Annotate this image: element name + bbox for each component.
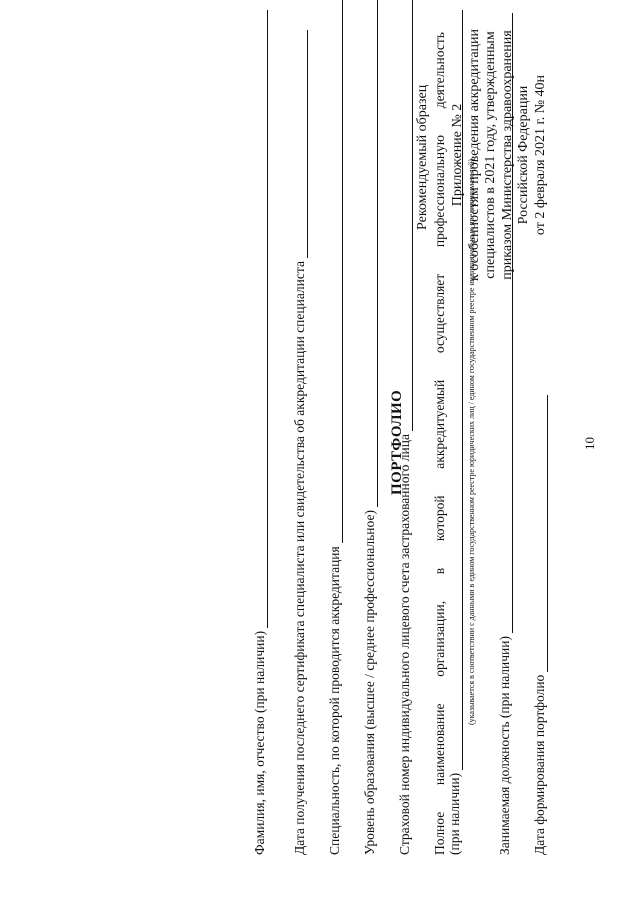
portfolio-date-field [532, 395, 548, 855]
page-number: 10 [582, 437, 597, 450]
organization-word: деятельность [432, 32, 447, 109]
recommended-sample-label: Рекомендуемый образец [415, 84, 430, 230]
certificate-date-blank[interactable] [295, 30, 308, 258]
snils-field [397, 0, 413, 855]
organization-label-cont: (при наличии) [447, 772, 462, 855]
full-name-blank[interactable] [255, 10, 268, 628]
position-field [497, 13, 513, 855]
specialty-blank[interactable] [330, 0, 343, 543]
appendix-line: специалистов в 2021 году, утвержденным [483, 31, 498, 279]
portfolio-date-blank[interactable] [535, 395, 548, 672]
certificate-date-label: Дата получения последнего сертификата специалиста или свидетельства об аккредитации специалиста [292, 261, 307, 855]
certificate-date-field [292, 30, 308, 855]
appendix-line: от 2 февраля 2021 г. № 40н [532, 74, 548, 236]
appendix-line: Приложение № 2 [450, 103, 465, 207]
full-name-field [252, 10, 268, 855]
appendix-line: приказом Министерства здравоохранения [499, 30, 515, 280]
portfolio-date-label: Дата формирования портфолио [532, 674, 547, 855]
education-level-label: Уровень образования (высшее / среднее профессиональное) [362, 510, 377, 855]
specialty-label: Специальность, по которой проводится аккредитация [327, 546, 342, 855]
specialty-field [327, 0, 343, 855]
organization-note: (указывается в соответствии с данными в едином государственном реестре юридических лиц / едином государственном реестре индивидуальных предпринимателей) [467, 158, 476, 725]
appendix-line: Российской Федерации [516, 85, 531, 225]
snils-blank[interactable] [400, 0, 413, 431]
organization-word: аккредитуемый [432, 379, 447, 469]
organization-word: которой [432, 495, 447, 542]
organization-word: осуществляет [432, 273, 447, 354]
position-label: Занимаемая должность (при наличии) [497, 635, 512, 855]
organization-word: профессиональную [432, 135, 447, 248]
organization-label [432, 32, 448, 855]
appendix-line: к особенностям проведения аккредитации [466, 28, 482, 282]
position-blank[interactable] [500, 13, 513, 633]
education-level-blank[interactable] [365, 0, 378, 507]
document-title: ПОРТФОЛИО [389, 389, 405, 495]
organization-word: в [432, 567, 447, 575]
organization-field [447, 10, 463, 855]
full-name-label: Фамилия, имя, отчество (при наличии) [252, 630, 267, 855]
snils-label: Страховой номер индивидуального лицевого счета застрахованного лица [397, 434, 412, 855]
organization-word: организации, [432, 600, 447, 677]
education-level-field [362, 0, 378, 855]
organization-blank[interactable] [450, 10, 463, 770]
organization-word: Полное [432, 811, 447, 855]
organization-word: наименование [432, 703, 447, 786]
